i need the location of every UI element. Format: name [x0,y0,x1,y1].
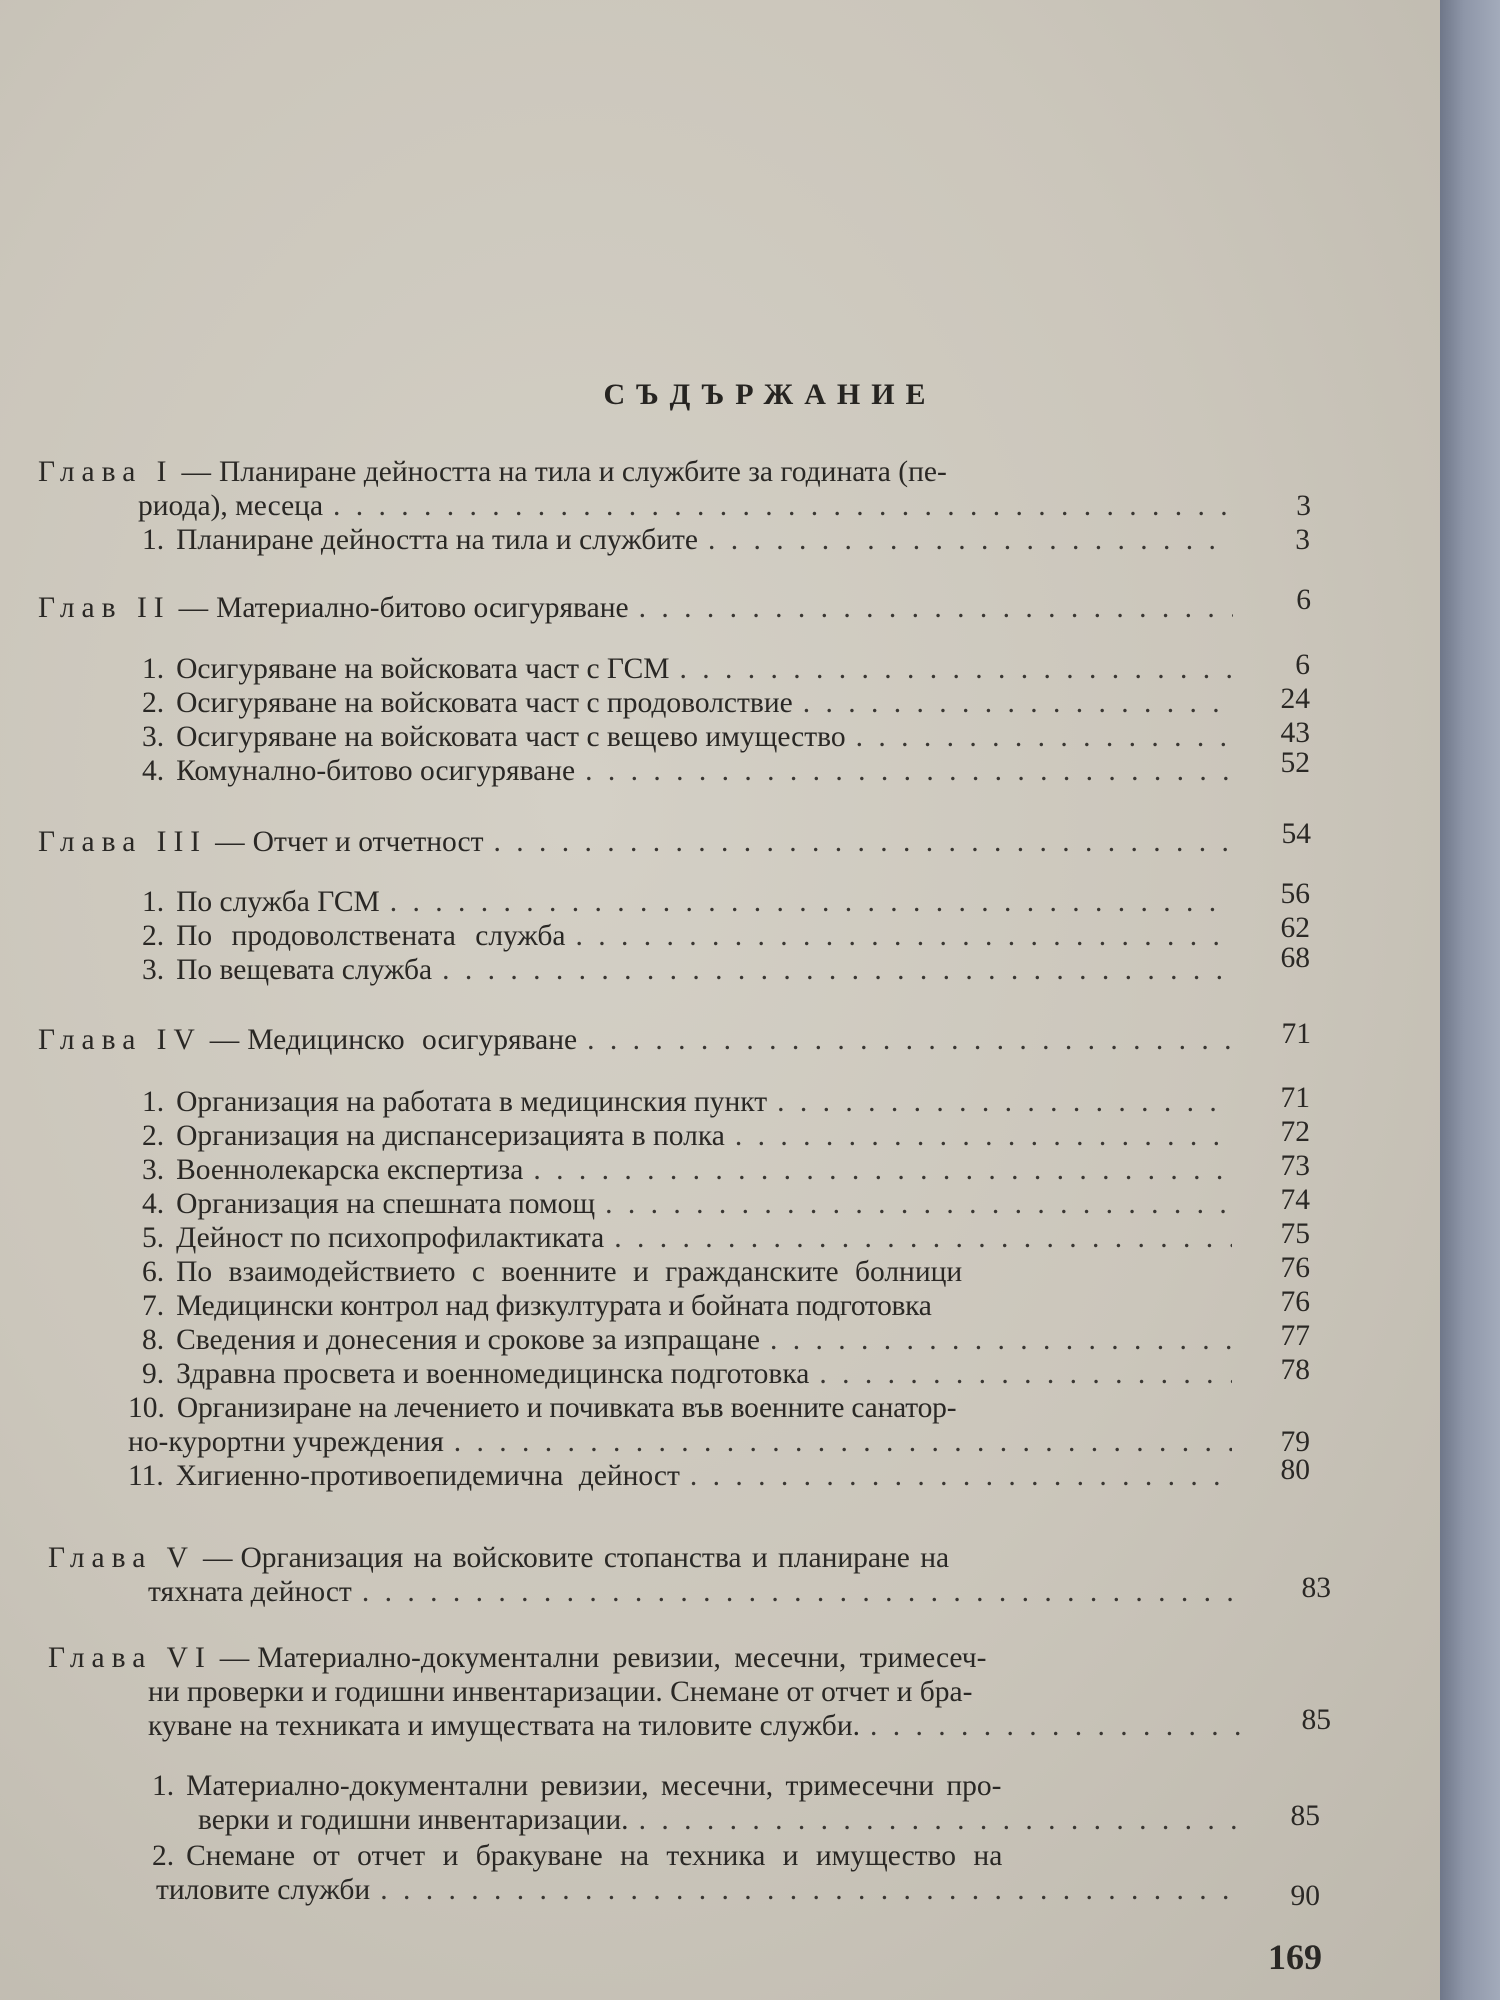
item-title: Комунално-битово осигуряване [176,755,576,787]
toc-item [142,1184,1310,1221]
page-number: 71 [1280,1082,1310,1114]
item-title: По взаимодействието с военните и гражданските болници [176,1256,963,1288]
toc-item [142,1320,1310,1357]
item-title-line: но-курортни учреждения [128,1426,444,1458]
item-title: Здравна просвета и военномедицинска подготовка [176,1358,810,1390]
page-number: 62 [1280,912,1310,944]
toc-heading: СЪДЪРЖАНИЕ [603,378,937,411]
item-title: По продоволствената служба [176,920,566,952]
item-number: 11. [128,1460,164,1492]
leader-dots [629,591,1233,625]
chapter-label: Глава IV [38,1024,202,1056]
item-number: 1. [152,1770,175,1802]
item-title: Хигиенно-противоепидемична дейност [175,1460,680,1492]
leader-dots [566,919,1232,953]
chapter-entry [48,1541,1331,1609]
item-title: Организация на спешната помощ [176,1188,596,1220]
page-number: 43 [1280,717,1310,749]
page-number: 54 [1281,818,1311,850]
leader-dots [846,720,1232,754]
chapter-title-line: куване на техниката и имуществата на тиловите служби. [148,1710,860,1742]
toc-item [142,942,1310,987]
leader-dots [432,953,1232,987]
leader-dots [380,885,1232,919]
item-number: 1. [142,1086,165,1118]
page-number: 79 [1280,1426,1310,1458]
page-number: 76 [1280,1286,1310,1318]
item-number: 3. [142,721,165,753]
toc-item [128,1454,1310,1493]
chapter-label: Глава V [48,1542,195,1574]
page-number: 76 [1280,1252,1310,1284]
item-title: Военнолекарска експертиза [176,1154,524,1186]
leader-dots [352,1575,1243,1609]
leader-dots [370,1873,1240,1907]
item-title: Организация на работата в медицинския пункт [176,1086,768,1118]
book-edge [1440,0,1500,2000]
chapter-dash: — [202,1542,233,1574]
item-number: 2. [142,920,165,952]
leader-dots [575,754,1232,788]
leader-dots [860,1709,1243,1743]
item-number: 1. [142,886,165,918]
toc-item [142,1082,1310,1119]
page-number: 6 [1295,649,1310,681]
page-number: 74 [1280,1184,1310,1216]
page-number: 83 [1301,1572,1331,1604]
item-number: 1. [142,524,165,556]
page-number: 71 [1281,1018,1311,1050]
item-title: Организиране на лечението и почивката във военните санатор- [176,1392,957,1424]
item-number: 1. [142,653,165,685]
chapter-title-line: Материално-документални ревизии, месечни, тримесеч- [257,1642,987,1674]
toc-item [142,1354,1310,1391]
item-number: 10. [128,1392,165,1424]
item-title: Материално-документални ревизии, месечни, тримесечни про- [186,1770,1002,1802]
chapter-dash: — [219,1642,250,1674]
toc-item [142,1150,1310,1187]
item-title: Осигуряване на войсковата част с ГСМ [176,653,670,685]
item-title: Дейност по психопрофилактиката [176,1222,605,1254]
toc-item [152,1839,1320,1912]
chapter-dash: — [181,456,211,488]
toc-item [128,1391,1310,1459]
leader-dots [323,489,1233,523]
page-number: 24 [1280,683,1310,715]
toc-item [142,523,1310,557]
item-title: Осигуряване на войсковата част с вещево имущество [176,721,846,753]
item-number: 5. [142,1222,165,1254]
toc-item [142,1116,1310,1153]
toc-item [142,878,1310,919]
leader-dots [670,652,1233,686]
chapter-dash: — [215,826,245,858]
toc-item [142,1252,1310,1289]
item-number: 3. [142,954,165,986]
item-number: 7. [142,1290,165,1322]
item-number: 3. [142,1154,165,1186]
page-number: 3 [1295,524,1310,556]
toc-item [142,649,1310,686]
leader-dots [793,686,1232,720]
chapter-title-line: Медицинско осигуряване [247,1024,578,1056]
leader-dots [809,1357,1232,1391]
page-number: 85 [1290,1800,1320,1832]
item-title-line: тиловите служби [156,1874,371,1906]
chapter-title-line: ни проверки и годишни инвентаризации. Снемане от отчет и бра- [148,1676,973,1708]
item-number: 2. [152,1840,175,1872]
item-title: Осигуряване на войсковата част с продоволствие [176,687,793,719]
page-number: 6 [1296,584,1311,616]
page-number: 77 [1280,1320,1310,1352]
page-folio-number: 169 [1268,1937,1322,1977]
toc-item [142,912,1310,953]
item-title: Снемане от отчет и бракуване на техника и имущество на [186,1840,1003,1872]
item-number: 9. [142,1358,165,1390]
page-number: 3 [1296,490,1311,522]
item-number: 4. [142,755,165,787]
chapter-title-line: Организация на войсковите стопанства и планиране на [240,1542,950,1574]
chapter-label: Глав II [38,592,171,624]
page-number: 52 [1280,747,1310,779]
leader-dots [444,1425,1232,1459]
chapter-dash: — [209,1024,240,1056]
item-number: 2. [142,687,165,719]
page-number: 73 [1280,1150,1310,1182]
item-title: Планиране дейността на тила и службите [176,524,699,556]
leader-dots [760,1323,1232,1357]
item-title: Организация на диспансеризацията в полка [176,1120,725,1152]
item-number: 6. [142,1256,165,1288]
leader-dots [680,1459,1232,1493]
item-number: 2. [142,1120,165,1152]
page-number: 72 [1280,1116,1310,1148]
leader-dots [629,1803,1240,1837]
item-number: 8. [142,1324,165,1356]
leader-dots [698,523,1232,557]
item-title: Медицински контрол над физкултурата и бойната подготовка [176,1290,932,1322]
chapter-entry [38,818,1311,859]
item-number: 4. [142,1188,165,1220]
chapter-label: Глава III [38,826,208,858]
chapter-entry [48,1641,1331,1743]
page-number: 85 [1301,1704,1331,1736]
leader-dots [484,825,1233,859]
toc-item [142,747,1310,788]
chapter-title-line: Материално-битово осигуряване [216,592,629,624]
toc-item [142,683,1310,720]
item-title-line: верки и годишни инвентаризации. [198,1804,629,1836]
chapter-title-line: Отчет и отчетност [252,826,484,858]
page-number: 56 [1280,878,1310,910]
chapter-title-line: Планиране дейността на тила и службите за годината (пе- [218,456,947,488]
chapter-label: Глава I [38,456,174,488]
leader-dots [523,1153,1232,1187]
chapter-dash: — [178,592,209,624]
page-number: 75 [1280,1218,1310,1250]
leader-dots [577,1023,1233,1057]
chapter-entry [38,584,1311,625]
page-number: 68 [1280,942,1310,974]
page-number: 80 [1280,1454,1310,1486]
chapter-label: Глава VI [48,1642,212,1674]
item-title: Сведения и донесения и срокове за изпращане [176,1324,760,1356]
chapter-entry [38,1018,1311,1057]
item-title: По служба ГСМ [176,886,380,918]
page-number: 90 [1290,1880,1320,1912]
leader-dots [595,1187,1232,1221]
page-number: 78 [1280,1354,1310,1386]
item-title: По вещевата служба [176,954,433,986]
leader-dots [767,1085,1232,1119]
toc-item [152,1769,1320,1837]
toc-item [142,1218,1310,1255]
toc-item [142,1286,1310,1323]
toc-item [142,717,1310,754]
chapter-title-line: риода), месеца [138,490,324,522]
chapter-entry [38,455,1311,523]
chapter-title-line: тяхната дейност [148,1576,352,1608]
leader-dots [725,1119,1232,1153]
leader-dots [604,1221,1232,1255]
